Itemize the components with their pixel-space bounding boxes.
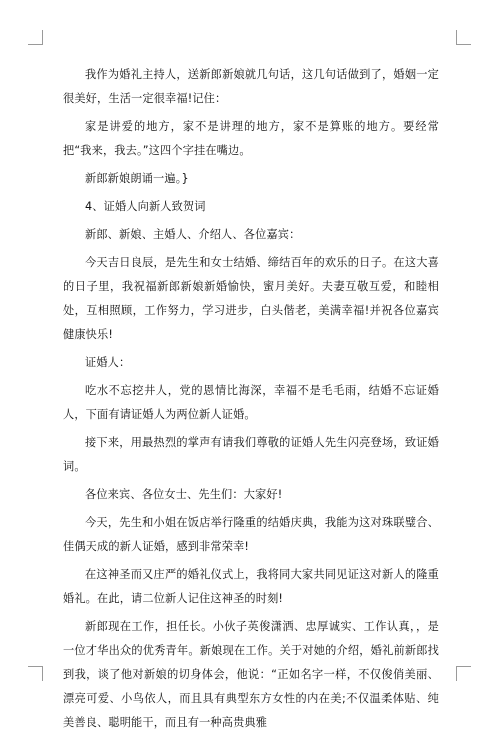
paragraph-blessing: 今天吉日良辰，是先生和女士结婚、缔结百年的欢乐的日子。在这大喜的日子里，我祝福新郎新娘新婚愉快，蜜月美好。夫妻互敬互爱，和睦相处，互相照顾，工作努力，学习进步，白头偕老，美满幸福!并祝各位嘉宾健康快乐! (63, 256, 439, 341)
paragraph-officiant-invite: 吃水不忘挖井人，党的恩情比海深，幸福不是毛毛雨，结婚不忘证婚人，下面有请证婚人为两位新人证婚。 (63, 384, 439, 421)
paragraph-salutation: 各位来宾、各位女士、先生们：大家好! (85, 488, 283, 501)
paragraph-applause: 接下来，用最热烈的掌声有请我们尊敬的证婚人先生闪亮登场，致证婚词。 (63, 436, 439, 473)
paragraph-home-advice: 家是讲爱的地方，家不是讲理的地方，家不是算账的地方。要经常把“我来，我去。”这四个字挂在嘴边。 (63, 120, 439, 157)
paragraph-host-intro: 我作为婚礼主持人，送新郎新娘就几句话，这几句话做到了，婚姻一定很美好，生活一定很幸福!记住： (63, 68, 439, 105)
document-body (63, 63, 439, 737)
paragraph-ceremony: 在这神圣而又庄严的婚礼仪式上，我将同大家共同见证这对新人的隆重婚礼。在此，请二位新人记住这神圣的时刻! (63, 568, 439, 605)
paragraph-honor: 今天，先生和小姐在饭店举行隆重的结婚庆典，我能为这对珠联璧合、佳偶天成的新人证婚，感到非常荣幸! (63, 516, 439, 553)
corner-crop-mark-bottom-right (456, 666, 471, 681)
corner-crop-mark-bottom-left (28, 666, 43, 681)
paragraph-recite: 新郎新娘朗诵一遍。} (85, 172, 189, 185)
paragraph-section-heading: 4、证婚人向新人致贺词 (85, 200, 206, 213)
corner-crop-mark-top-left (28, 30, 43, 45)
corner-crop-mark-top-right (456, 30, 471, 45)
paragraph-groom-bride-intro: 新郎现在工作，担任长。小伙子英俊潇洒、忠厚诚实、工作认真，，是一位才华出众的优秀青年。新娘现在工作。关于对她的介绍，婚礼前新郎找到我，谈了他对新娘的切身体会，他说：“正如名字一样，不仅俊俏美丽、漂亮可爱、小鸟依人，而且具有典型东方女性的内在美;不仅温柔体贴、纯美善良、聪明能干，而且有一种高贵典雅 (63, 620, 439, 729)
paragraph-officiant-label: 证婚人： (85, 356, 131, 369)
paragraph-greeting: 新郎、新娘、主婚人、介绍人、各位嘉宾： (85, 228, 301, 241)
